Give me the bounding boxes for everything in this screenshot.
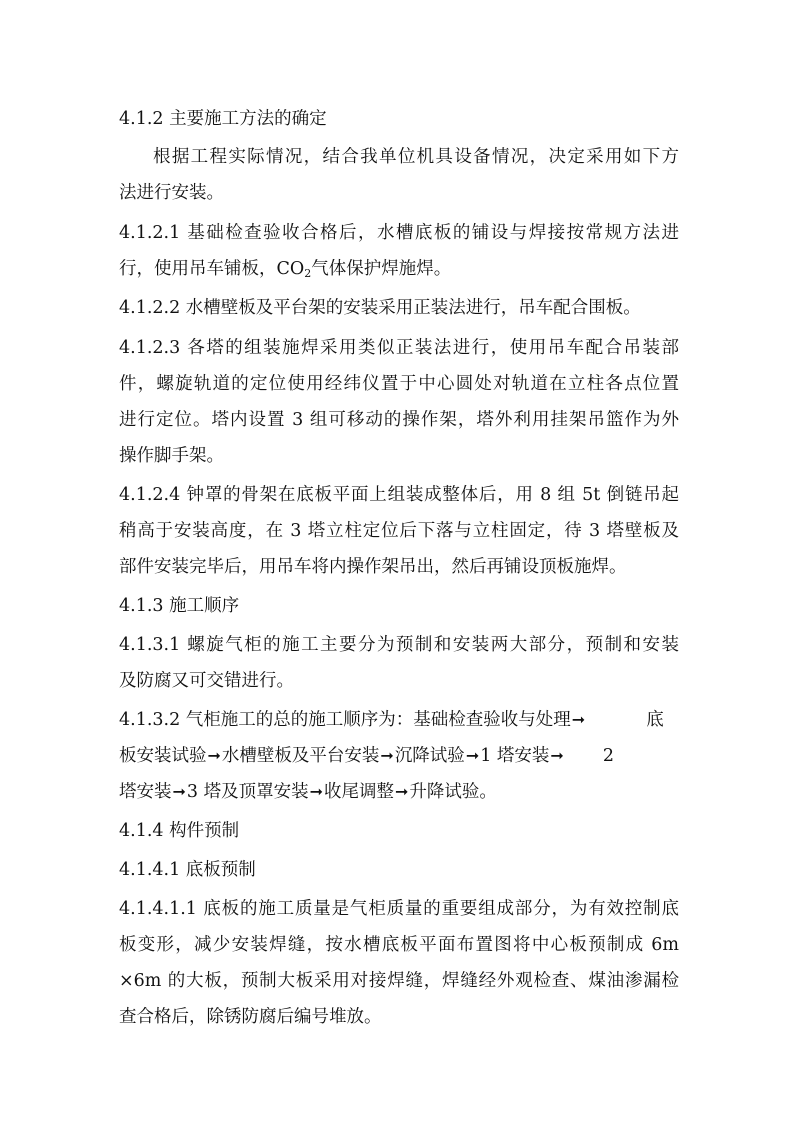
paragraph-line: 4.1.2.1 基础检查验收合格后，水槽底板的铺设与焊接按常规方法进 xyxy=(119,223,679,243)
paragraph-line: 根据工程实际情况，结合我单位机具设备情况，决定采用如下方 xyxy=(153,147,679,167)
text-run: 水槽壁板及平台安装 xyxy=(221,746,380,766)
text-run: 板安装试验 xyxy=(119,746,207,766)
text-run: 2 xyxy=(602,746,614,766)
subscript-2: 2 xyxy=(304,267,312,280)
arrow-right-icon: ➞ xyxy=(550,746,564,765)
text-run: 升降试验。 xyxy=(409,782,497,802)
text-run: 1 塔安装 xyxy=(480,746,550,766)
arrow-right-icon: ➞ xyxy=(395,782,409,801)
paragraph-line: ×6m 的大板，预制大板采用对接焊缝，焊缝经外观检查、煤油渗漏检 xyxy=(119,971,679,991)
arrow-right-icon: ➞ xyxy=(465,746,480,765)
sequence-line xyxy=(119,738,679,774)
text-run: 塔安装 xyxy=(119,782,172,802)
sequence-line xyxy=(119,702,679,738)
paragraph-line xyxy=(119,251,679,287)
paragraph-line: 板变形，减少安装焊缝，按水槽底板平面布置图将中心板预制成 6m xyxy=(119,935,679,955)
paragraph-line: 进行定位。塔内设置 3 组可移动的操作架，塔外利用挂架吊篮作为外 xyxy=(119,410,679,430)
heading-4-1-3: 4.1.3 施工顺序 xyxy=(119,596,240,616)
heading-4-1-2: 4.1.2 主要施工方法的确定 xyxy=(119,109,327,129)
paragraph-line: 部件安装完毕后，用吊车将内操作架吊出，然后再铺设顶板施焊。 xyxy=(119,557,627,577)
text-run: 底 xyxy=(646,710,664,730)
sequence-line xyxy=(119,774,679,810)
arrow-right-icon: ➞ xyxy=(380,746,394,765)
heading-4-1-4: 4.1.4 构件预制 xyxy=(119,821,240,841)
paragraph-line: 4.1.2.2 水槽壁板及平台架的安装采用正装法进行，吊车配合围板。 xyxy=(119,298,641,318)
text-run: 气体保护焊施焊。 xyxy=(311,259,452,279)
arrow-right-icon: ➞ xyxy=(571,710,586,729)
arrow-right-icon: ➞ xyxy=(172,782,186,801)
paragraph-line: 4.1.2.4 钟罩的骨架在底板平面上组装成整体后，用 8 组 5t 倒链吊起 xyxy=(119,485,679,505)
text-run: 4.1.3.2 气柜施工的总的施工顺序为：基础检查验收与处理 xyxy=(119,710,571,730)
paragraph-line: 稍高于安装高度，在 3 塔立柱定位后下落与立柱固定，待 3 塔壁板及 xyxy=(119,521,679,541)
paragraph-line: 4.1.2.3 各塔的组装施焊采用类似正装法进行，使用吊车配合吊装部 xyxy=(119,338,679,358)
paragraph-line: 4.1.4.1.1 底板的施工质量是气柜质量的重要组成部分，为有效控制底 xyxy=(119,899,679,919)
text-run: 行，使用吊车铺板，CO xyxy=(119,259,305,279)
arrow-right-icon: ➞ xyxy=(309,782,324,801)
heading-4-1-4-1: 4.1.4.1 底板预制 xyxy=(119,860,256,880)
text-run: 收尾调整 xyxy=(324,782,395,802)
text-run: 3 塔及顶罩安装 xyxy=(186,782,309,802)
paragraph-line: 4.1.3.1 螺旋气柜的施工主要分为预制和安装两大部分，预制和安装 xyxy=(119,635,679,655)
paragraph-line: 法进行安装。 xyxy=(119,183,224,203)
arrow-right-icon: ➞ xyxy=(207,746,221,765)
paragraph-line: 查合格后，除锈防腐后编号堆放。 xyxy=(119,1007,382,1027)
paragraph-line: 件，螺旋轨道的定位使用经纬仪置于中心圆处对轨道在立柱各点位置 xyxy=(119,374,679,394)
text-run: 沉降试验 xyxy=(394,746,465,766)
paragraph-line: 及防腐又可交错进行。 xyxy=(119,671,294,691)
paragraph-line: 操作脚手架。 xyxy=(119,446,224,466)
